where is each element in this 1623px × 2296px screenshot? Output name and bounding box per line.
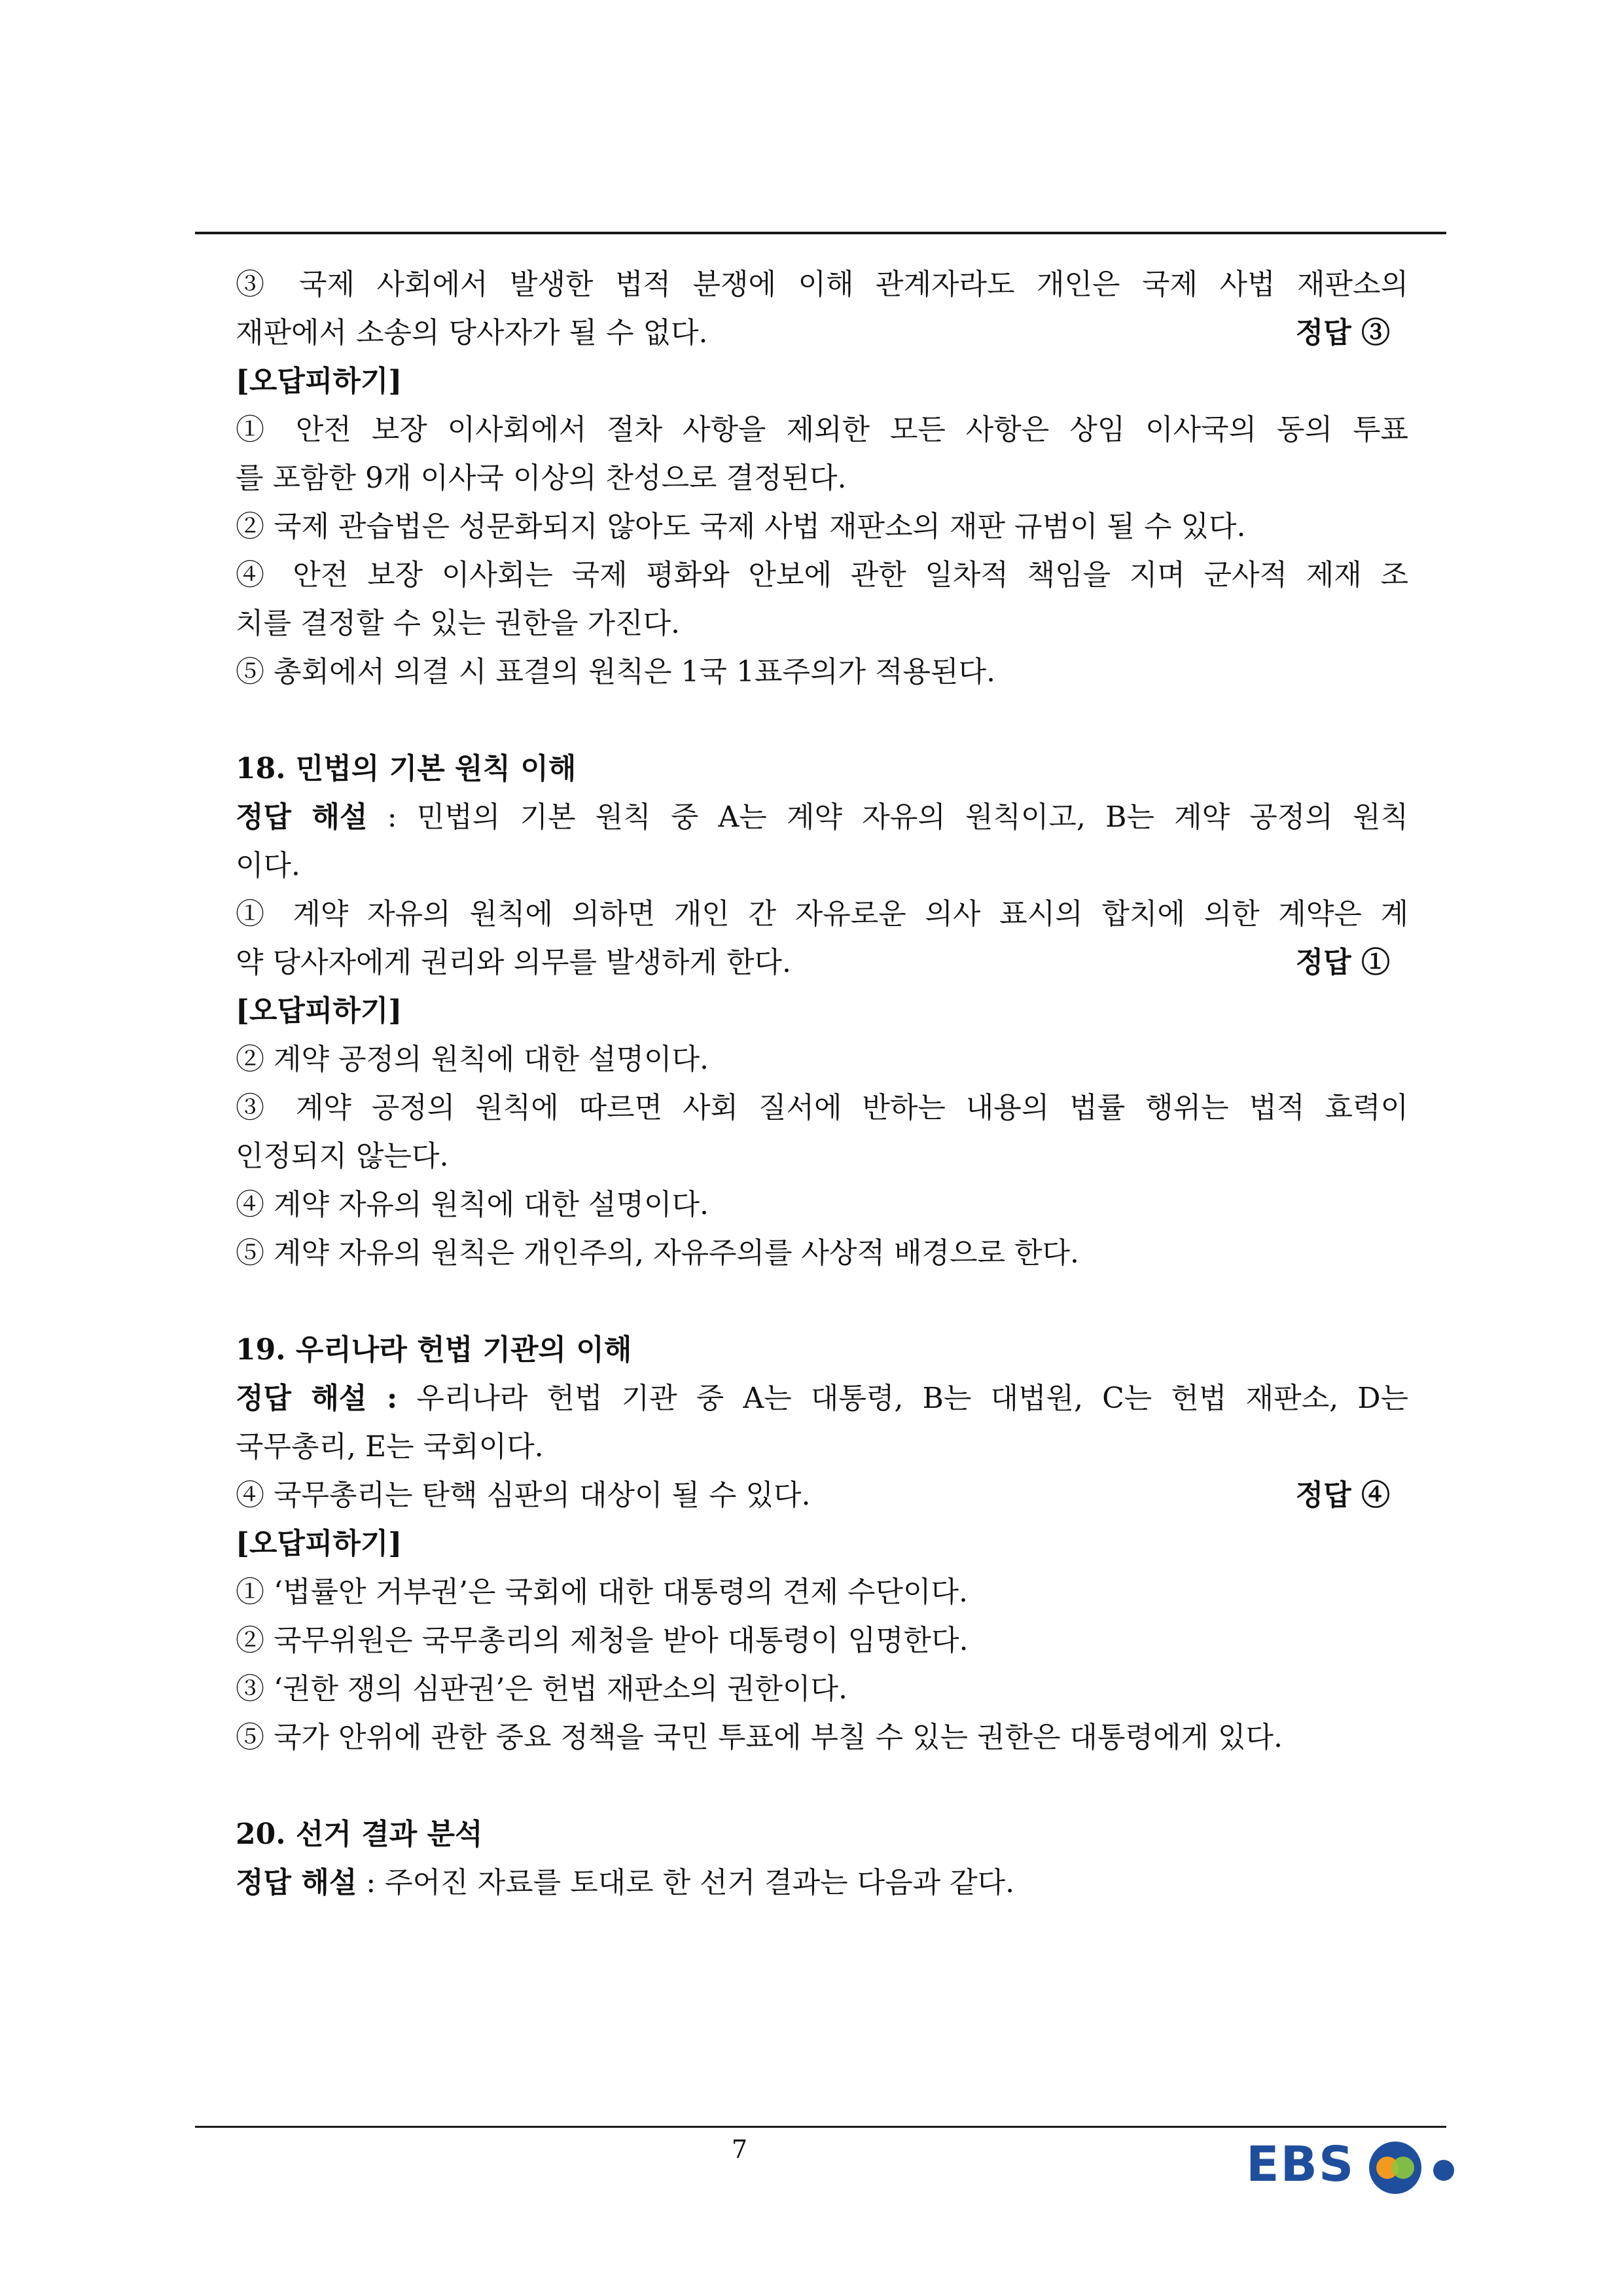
text-line: ④ 국무총리는 탄핵 심판의 대상이 될 수 있다. — [236, 1479, 811, 1512]
text-line: 재판에서 소송의 당사자가 될 수 없다. — [236, 316, 708, 350]
header-rule — [195, 232, 1446, 234]
text-line-content: ② 계약 공정의 원칙에 대한 설명이다. — [236, 1043, 709, 1076]
text-line-content: 인정되지 않는다. — [236, 1139, 449, 1173]
explanation-text: : 민법의 기본 원칙 중 A는 계약 자유의 원칙이고, B는 계약 공정의 원칙 — [367, 800, 1409, 834]
text-line-content: 치를 결정할 수 있는 권한을 가진다. — [236, 607, 680, 640]
wrong-answer-heading: [오답피하기] — [236, 365, 402, 398]
text-line — [236, 1665, 1408, 1713]
text-line — [236, 1035, 1408, 1084]
answer-mark: 정답 ④ — [1295, 1479, 1390, 1512]
text-line — [236, 1181, 1408, 1229]
text-line — [236, 648, 1408, 696]
text-line — [236, 454, 1408, 503]
text-line-content: ③ ‘권한 쟁의 심판권’은 헌법 재판소의 권한이다. — [236, 1672, 847, 1706]
explanation-line — [236, 1374, 1408, 1423]
text-line: ① 안전 보장 이사회에서 절차 사항을 제외한 모든 사항은 상임 이사국의 동의 투표 — [236, 413, 1408, 446]
question-19-title — [236, 1326, 1408, 1374]
text-line-content: 국무총리, E는 국회이다. — [236, 1430, 544, 1463]
text-line-with-answer — [236, 309, 1408, 357]
logo-text: EBS — [1246, 2136, 1355, 2193]
text-line-with-answer — [236, 939, 1408, 987]
question-title-text: 19. 우리나라 헌법 기관의 이해 — [236, 1333, 632, 1367]
explanation-label: 정답 해설 : — [236, 1382, 398, 1415]
text-line-content: 를 포함한 9개 이사국 이상의 찬성으로 결정된다. — [236, 461, 847, 495]
logo-small-dot-icon — [1433, 2160, 1454, 2181]
text-line-content: ④ 계약 자유의 원칙에 대한 설명이다. — [236, 1188, 709, 1221]
logo-green-dot-icon — [1392, 2157, 1414, 2179]
text-line-with-answer — [236, 1471, 1408, 1520]
text-line — [236, 1423, 1408, 1471]
text-line: ③ 국제 사회에서 발생한 법적 분쟁에 이해 관계자라도 개인은 국제 사법 재판소의 — [236, 268, 1408, 301]
answer-mark: 정답 ③ — [1295, 316, 1390, 350]
answer-mark: 정답 ① — [1295, 946, 1390, 979]
logo-mark-icon — [1246, 2132, 1469, 2204]
page-content — [236, 260, 1408, 1907]
text-line — [236, 1713, 1408, 1762]
spacer — [236, 1762, 1408, 1810]
text-line: ① 계약 자유의 원칙에 의하면 개인 간 자유로운 의사 표시의 합치에 의한 계약은 계 — [236, 897, 1408, 931]
text-line-content: ① ‘법률안 거부권’은 국회에 대한 대통령의 견제 수단이다. — [236, 1575, 968, 1609]
text-line-content: ② 국무위원은 국무총리의 제청을 받아 대통령이 임명한다. — [236, 1624, 969, 1657]
text-line — [236, 503, 1408, 551]
wrong-answer-heading: [오답피하기] — [236, 994, 402, 1028]
text-line — [236, 842, 1408, 890]
ebs-logo — [1246, 2132, 1469, 2204]
text-line: ④ 안전 보장 이사회는 국제 평화와 안보에 관한 일차적 책임을 지며 군사적 제재 조 — [236, 558, 1408, 592]
text-line-content: ⑤ 총회에서 의결 시 표결의 원칙은 1국 1표주의가 적용된다. — [236, 655, 995, 689]
question-title-text: 18. 민법의 기본 원칙 이해 — [236, 752, 577, 785]
explanation-line — [236, 1859, 1408, 1907]
text-line-content: 이다. — [236, 849, 300, 882]
question-title-text: 20. 선거 결과 분석 — [236, 1818, 483, 1851]
text-line — [236, 600, 1408, 648]
text-line — [236, 1568, 1408, 1617]
explanation-text: : 주어진 자료를 토대로 한 선거 결과는 다음과 같다. — [357, 1866, 1015, 1899]
footer-rule — [195, 2126, 1446, 2128]
text-line — [236, 1229, 1408, 1278]
text-line: 약 당사자에게 권리와 의무를 발생하게 한다. — [236, 946, 791, 979]
explanation-label: 정답 해설 — [236, 800, 368, 834]
text-line-content: ⑤ 계약 자유의 원칙은 개인주의, 자유주의를 사상적 배경으로 한다. — [236, 1236, 1079, 1270]
explanation-label: 정답 해설 — [236, 1866, 357, 1899]
explanation-text: 우리나라 헌법 기관 중 A는 대통령, B는 대법원, C는 헌법 재판소, D는 — [397, 1382, 1408, 1415]
spacer — [236, 696, 1408, 745]
explanation-line — [236, 793, 1408, 842]
text-line: ③ 계약 공정의 원칙에 따르면 사회 질서에 반하는 내용의 법률 행위는 법적 효력이 — [236, 1091, 1408, 1124]
wrong-answer-heading: [오답피하기] — [236, 1527, 402, 1560]
question-20-title — [236, 1810, 1408, 1859]
question-18-title — [236, 745, 1408, 793]
text-line-content: ② 국제 관습법은 성문화되지 않아도 국제 사법 재판소의 재판 규범이 될 수 있다. — [236, 510, 1246, 543]
page-number: 7 — [731, 2135, 748, 2164]
text-line — [236, 1617, 1408, 1665]
text-line — [236, 1132, 1408, 1181]
text-line-content: ⑤ 국가 안위에 관한 중요 정책을 국민 투표에 부칠 수 있는 권한은 대통령에게 있다. — [236, 1721, 1283, 1754]
spacer — [236, 1278, 1408, 1326]
